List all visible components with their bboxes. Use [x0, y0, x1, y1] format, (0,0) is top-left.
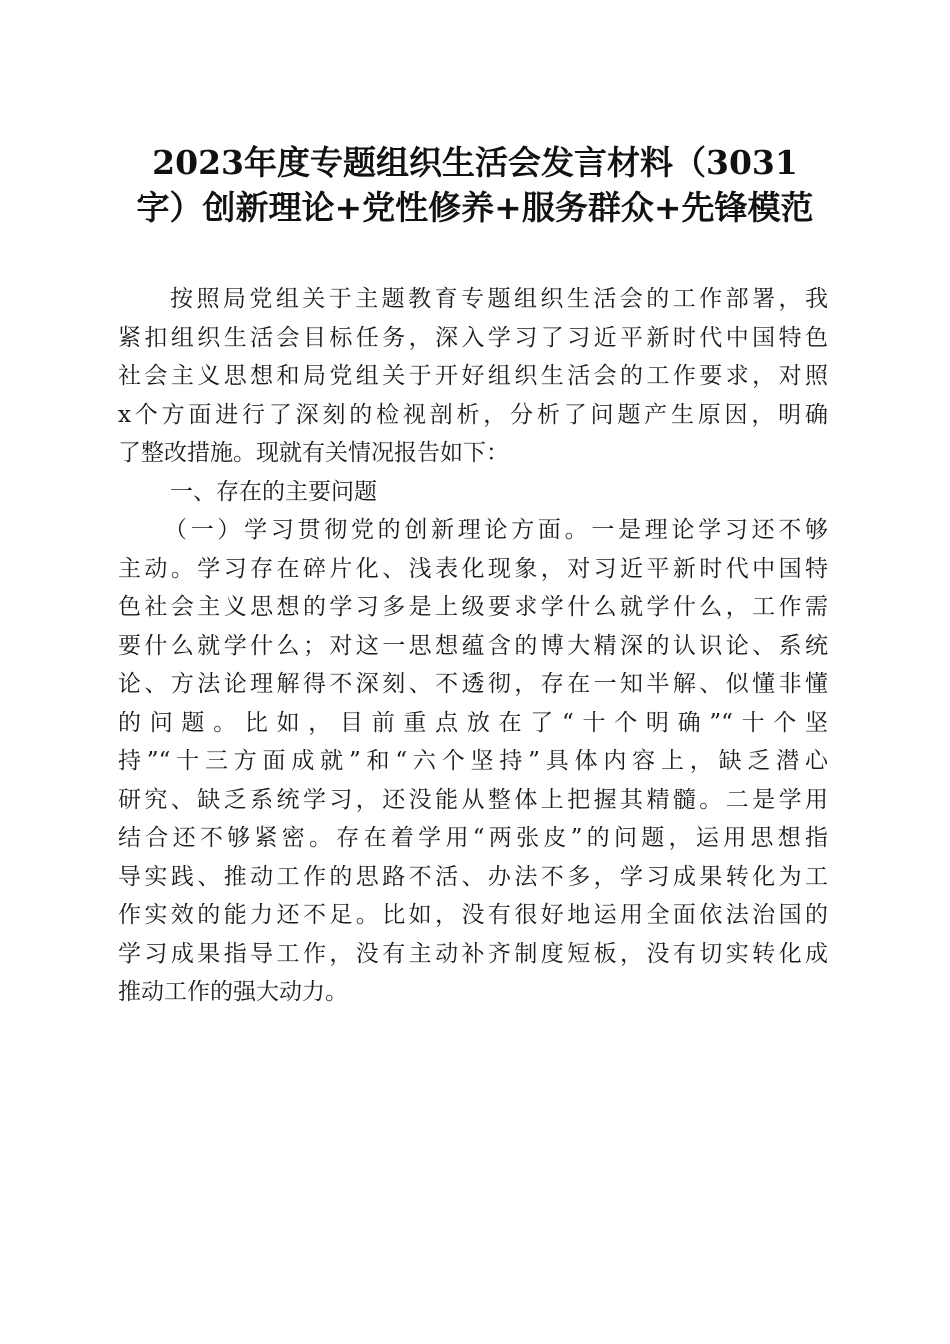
paragraph-line: 主动。学习存在碎片化、浅表化现象，对习近平新时代中国特 [118, 555, 828, 582]
paragraph-line: 学习成果指导工作，没有主动补齐制度短板，没有切实转化成 [118, 940, 828, 967]
paragraph-line: 推动工作的强大动力。 [118, 979, 348, 1005]
paragraph-line: 要什么就学什么；对这一思想蕴含的博大精深的认识论、系统 [118, 632, 828, 659]
paragraph-line: 研究、缺乏系统学习，还没能从整体上把握其精髓。二是学用 [118, 786, 828, 813]
title-line-1: 2023年度专题组织生活会发言材料（3031 [152, 143, 798, 182]
paragraph-line: 按照局党组关于主题教育专题组织生活会的工作部署，我 [170, 286, 828, 312]
paragraph-line: 社会主义思想和局党组关于开好组织生活会的工作要求，对照 [118, 363, 828, 389]
title-line-2: 字）创新理论+党性修养+服务群众+先锋模范 [136, 188, 814, 227]
document-body [118, 280, 828, 1012]
paragraph-line: 论、方法论理解得不深刻、不透彻，存在一知半解、似懂非懂 [118, 671, 828, 697]
paragraph-line: （一）学习贯彻党的创新理论方面。一是理论学习还不够 [164, 517, 828, 543]
paragraph-line: 的问题。比如，目前重点放在了“十个明确”“十个坚 [118, 709, 828, 736]
paragraph-line: 作实效的能力还不足。比如，没有很好地运用全面依法治国的 [118, 902, 828, 928]
paragraph-line: 紧扣组织生活会目标任务，深入学习了习近平新时代中国特色 [118, 324, 828, 351]
paragraph-line: 导实践、推动工作的思路不活、办法不多，学习成果转化为工 [118, 863, 828, 890]
paragraph-line: 结合还不够紧密。存在着学用“两张皮”的问题，运用思想指 [118, 825, 828, 851]
section-1-paragraph [118, 511, 828, 1012]
section-heading: 一、存在的主要问题 [170, 478, 377, 505]
paragraph-line: 了整改措施。现就有关情况报告如下： [118, 440, 509, 466]
paragraph-line: 色社会主义思想的学习多是上级要求学什么就学什么，工作需 [118, 594, 828, 620]
paragraph-line: 持”“十三方面成就”和“六个坚持”具体内容上，缺乏潜心 [118, 748, 828, 774]
document-title [118, 140, 832, 230]
paragraph-line: x个方面进行了深刻的检视剖析，分析了问题产生原因，明确 [118, 401, 828, 428]
intro-paragraph [118, 280, 828, 473]
